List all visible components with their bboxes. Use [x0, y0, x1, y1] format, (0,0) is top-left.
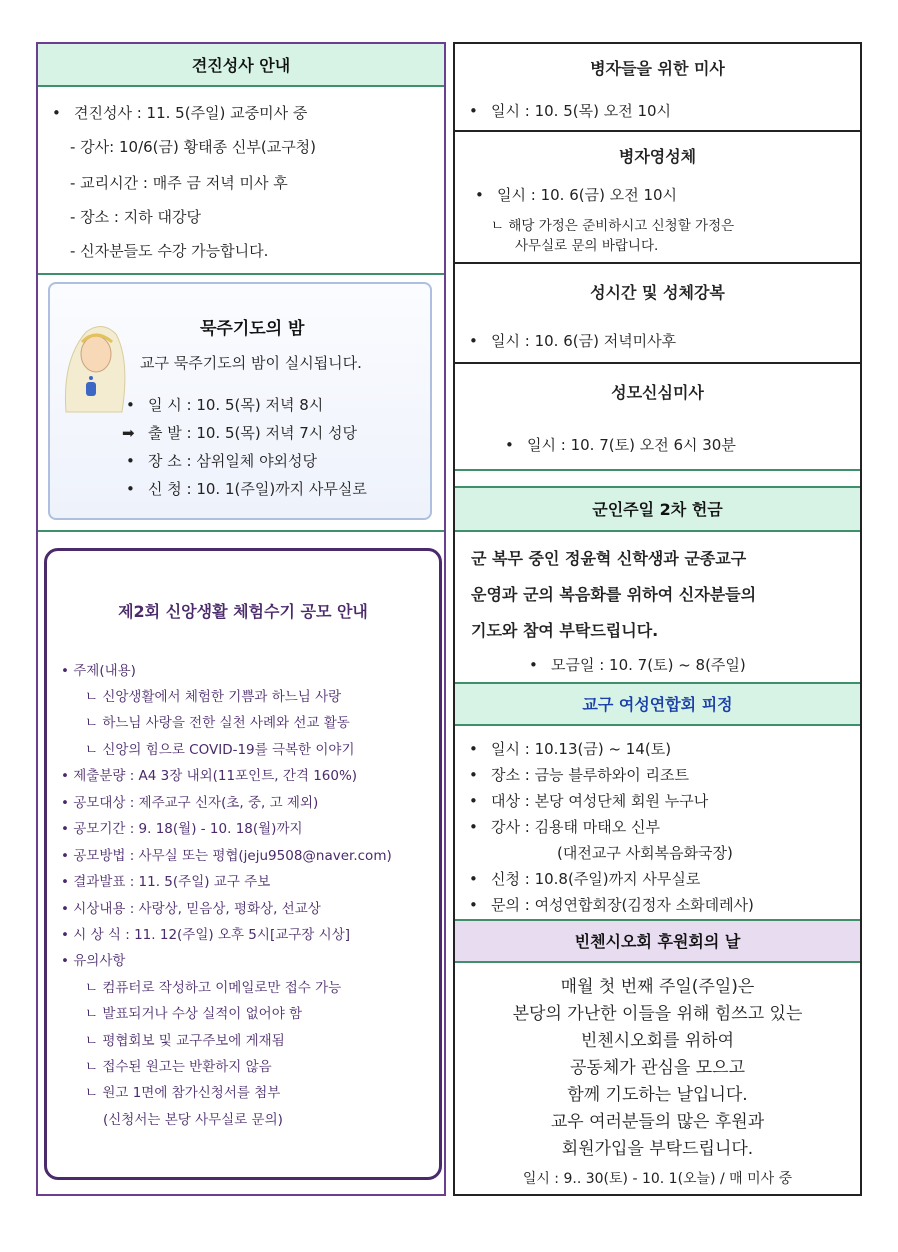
- women-title: 교구 여성연합회 피정: [455, 682, 860, 726]
- divider: [38, 530, 444, 532]
- women-item: • 신청 : 10.8(주일)까지 사무실로: [469, 868, 700, 889]
- essay-line: ㄴ 신앙의 힘으로 COVID-19를 극복한 이야기: [85, 742, 355, 758]
- bullet: [529, 656, 551, 674]
- women-item: • 장소 : 금능 블루하와이 리조트: [469, 764, 689, 785]
- vincent-body: 본당의 가난한 이들을 위해 힘쓰고 있는: [512, 1004, 803, 1024]
- confirmation-item: - 장소 : 지하 대강당: [70, 208, 201, 226]
- confirmation-item: - 교리시간 : 매주 금 저녁 미사 후: [70, 174, 288, 192]
- bullet: [469, 766, 491, 784]
- military-item: • 모금일 : 10. 7(토) ~ 8(주일): [529, 654, 746, 675]
- rosary-title: 묵주기도의 밤: [200, 319, 305, 339]
- vincent-title: 빈첸시오회 후원회의 날: [455, 919, 860, 963]
- women-item: • 문의 : 여성연합회장(김정자 소화데레사): [469, 894, 754, 915]
- essay-line: ㄴ 접수된 원고는 반환하지 않음: [85, 1059, 272, 1075]
- rosary-panel: [48, 282, 432, 520]
- bullet: [469, 818, 491, 836]
- bullet: •: [126, 396, 135, 414]
- rosary-intro: 교구 묵주기도의 밤이 실시됩니다.: [140, 354, 362, 372]
- essay-line: • 시상내용 : 사랑상, 믿음상, 평화상, 선교상: [61, 901, 321, 917]
- essay-line: (신청서는 본당 사무실로 문의): [103, 1112, 283, 1128]
- essay-line: ㄴ 신앙생활에서 체험한 기쁨과 하느님 사랑: [85, 689, 342, 705]
- military-body: 운영과 군의 복음화를 위하여 신자분들의: [471, 585, 757, 604]
- left-column: [36, 42, 446, 1196]
- bullet: •: [126, 480, 135, 498]
- sick-communion-item: • 일시 : 10. 6(금) 오전 10시: [475, 184, 677, 205]
- sick-mass-title: 병자들을 위한 미사: [590, 59, 725, 78]
- divider: [455, 262, 860, 264]
- arrow-icon: ➡: [122, 424, 135, 442]
- essay-line: ㄴ 발표되거나 수상 실적이 없어야 함: [85, 1006, 303, 1022]
- essay-line: ㄴ 평협회보 및 교구주보에 게재됨: [85, 1033, 285, 1049]
- bullet: •: [126, 452, 135, 470]
- divider: [38, 273, 444, 275]
- right-column: [453, 42, 862, 1196]
- essay-line: • 제출분량 : A4 3장 내외(11포인트, 간격 160%): [61, 768, 358, 784]
- bullet: [469, 102, 491, 120]
- rosary-item: ➡ 출 발 : 10. 5(목) 저녁 7시 성당: [122, 424, 357, 442]
- women-item: • 일시 : 10.13(금) ~ 14(토): [469, 738, 671, 759]
- sick-communion-note: 사무실로 문의 바랍니다.: [515, 238, 659, 254]
- sick-mass-item: • 일시 : 10. 5(목) 오전 10시: [469, 100, 671, 121]
- military-body: 기도와 참여 부탁드립니다.: [471, 621, 659, 640]
- essay-line: • 공모대상 : 제주교구 신자(초, 중, 고 제외): [61, 795, 319, 811]
- military-body: 군 복무 중인 정윤혁 신학생과 군종교구: [471, 549, 747, 568]
- essay-line: ㄴ 컴퓨터로 작성하고 이메일로만 접수 가능: [85, 980, 342, 996]
- vincent-body: 교우 여러분들의 많은 후원과: [550, 1112, 765, 1132]
- vincent-body: 공동체가 관심을 모으고: [569, 1058, 746, 1078]
- essay-line: • 공모방법 : 사무실 또는 평협(jeju9508@naver.com): [61, 848, 392, 864]
- vincent-body: 함께 기도하는 날입니다.: [567, 1085, 748, 1105]
- bullet: [505, 436, 527, 454]
- vincent-body: 매월 첫 번째 주일(주일)은: [560, 977, 755, 997]
- essay-panel: [44, 548, 442, 1180]
- women-item: • 강사 : 김용태 마태오 신부: [469, 816, 660, 837]
- divider: [455, 469, 860, 471]
- sick-communion-title: 병자영성체: [618, 147, 697, 166]
- divider: [455, 130, 860, 132]
- confirmation-title: 견진성사 안내: [38, 44, 444, 87]
- rosary-item: • 장 소 : 삼위일체 야외성당: [126, 452, 318, 470]
- divider: [455, 362, 860, 364]
- bullet: [469, 870, 491, 888]
- holy-hour-item: • 일시 : 10. 6(금) 저녁미사후: [469, 330, 676, 351]
- marian-mass-title: 성모신심미사: [611, 383, 704, 402]
- bullet: [469, 740, 491, 758]
- mary-icon: [56, 320, 130, 416]
- bullet: [52, 104, 74, 122]
- vincent-body: 회원가입을 부탁드립니다.: [561, 1139, 754, 1159]
- essay-title: 제2회 신앙생활 체험수기 공모 안내: [118, 602, 368, 621]
- essay-line: ㄴ 원고 1면에 참가신청서를 첨부: [85, 1085, 281, 1101]
- essay-line: • 주제(내용): [61, 663, 136, 679]
- rosary-item: • 신 청 : 10. 1(주일)까지 사무실로: [126, 480, 367, 498]
- sick-communion-note: ㄴ 해당 가정은 준비하시고 신청할 가정은: [491, 218, 735, 234]
- military-title: 군인주일 2차 헌금: [455, 486, 860, 532]
- vincent-body: 빈첸시오회를 위하여: [580, 1031, 735, 1051]
- women-lecturer-sub: (대전교구 사회복음화국장): [557, 844, 733, 862]
- essay-line: • 시 상 식 : 11. 12(주일) 오후 5시[교구장 시상]: [61, 927, 350, 943]
- confirmation-item: - 강사: 10/6(금) 황태종 신부(교구청): [70, 138, 317, 156]
- confirmation-item: - 신자분들도 수강 가능합니다.: [70, 242, 269, 260]
- confirmation-main: • 견진성사 : 11. 5(주일) 교중미사 중: [52, 102, 307, 123]
- holy-hour-title: 성시간 및 성체강복: [590, 283, 725, 302]
- essay-line: • 결과발표 : 11. 5(주일) 교구 주보: [61, 874, 271, 890]
- bullet: [469, 792, 491, 810]
- bullet: [469, 332, 491, 350]
- essay-line: • 유의사항: [61, 953, 126, 969]
- rosary-item: • 일 시 : 10. 5(목) 저녁 8시: [126, 396, 324, 414]
- bullet: [475, 186, 497, 204]
- essay-line: • 공모기간 : 9. 18(월) - 10. 18(월)까지: [61, 821, 303, 837]
- bullet: [469, 896, 491, 914]
- essay-line: ㄴ 하느님 사랑을 전한 실천 사례와 선교 활동: [85, 715, 350, 731]
- marian-mass-item: • 일시 : 10. 7(토) 오전 6시 30분: [505, 434, 736, 455]
- women-item: • 대상 : 본당 여성단체 회원 누구나: [469, 790, 708, 811]
- vincent-footer: 일시 : 9.. 30(토) - 10. 1(오늘) / 매 미사 중: [522, 1171, 793, 1187]
